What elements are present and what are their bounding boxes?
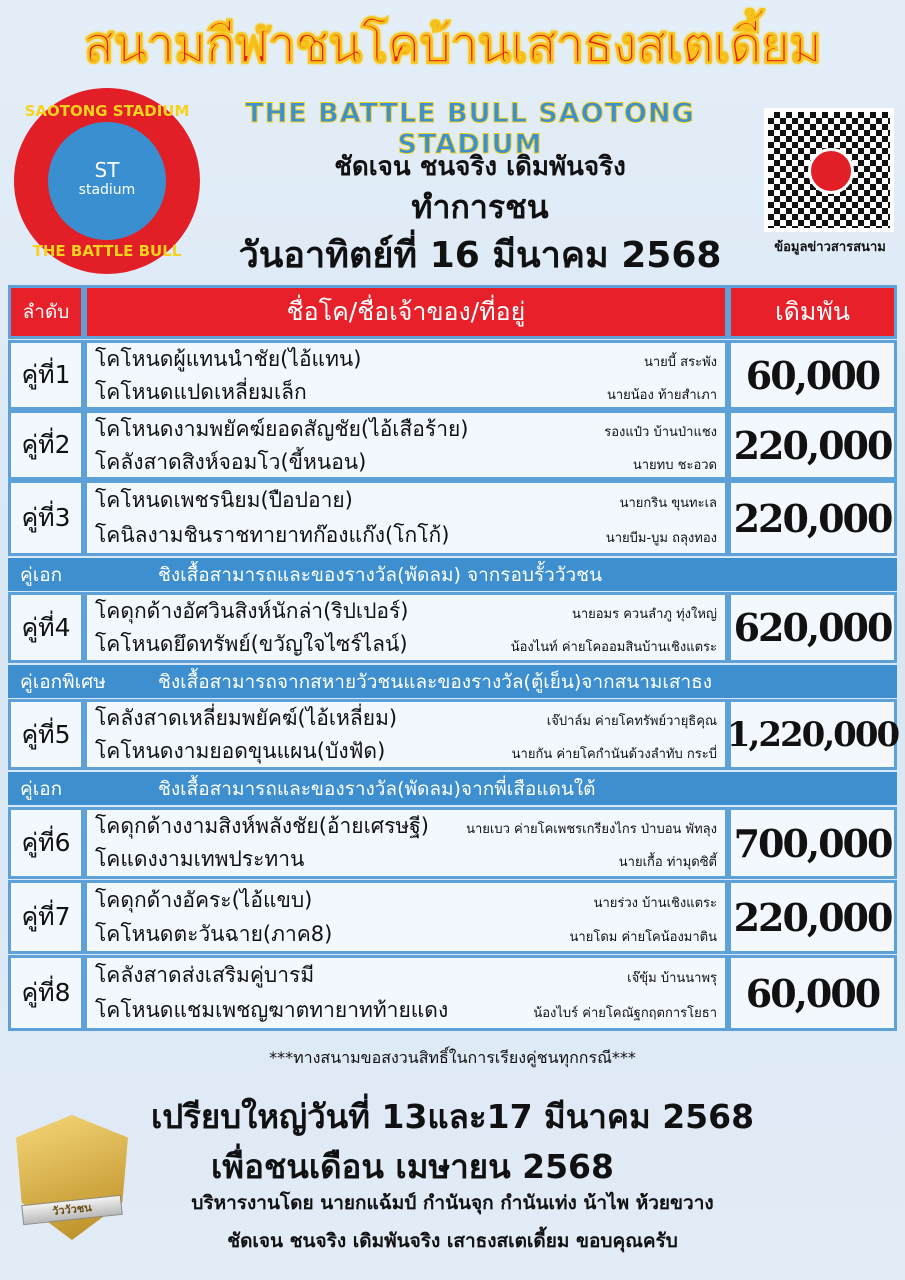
footer-line3: บริหารงานโดย นายกแฉ้มป์ กำนันจุก กำนันเท่ง น้าไพ ห้วยขวาง [191,1192,714,1214]
section-text: ชิงเสื้อสามารถและของรางวัล(พัดลม)จากพี่เสือแดนใต้ [158,777,596,800]
bull-owner: รองแป๋ว บ้านป่าแชง [604,425,717,440]
bull-name: โคโหนดยึดทรัพย์(ขวัญใจไซร์ไลน์) [95,632,408,656]
logo-stadium: stadium [78,182,136,198]
bull-name: โคดุกด้างงามสิงห์พลังชัย(อ้ายเศรษฐี) [95,814,430,838]
bull-owner: เจ๊ปาล์ม ค่ายโคทรัพย์วายุธิคุณ [546,714,717,729]
bet-amount: 1,220,000 [728,699,897,770]
bull-owner: นายน้อง ท้ายสำเภา [606,388,717,403]
bulls-cell [84,592,728,663]
bulls-cell [84,880,728,954]
footer-line4: ชัดเจน ชนจริง เดิมพันจริง เสาธงสเตเดี้ยม ขอบคุณครับ [227,1230,678,1252]
bulls-cell [84,410,728,480]
bet-amount: 60,000 [728,340,897,410]
subtitle-english: THE BATTLE BULL SAOTONG STADIUM [245,98,695,160]
match-row [8,340,897,410]
header-name: ชื่อโค/ชื่อเจ้าของ/ที่อยู่ [84,285,728,339]
bull-owner: นายกัน ค่ายโคกำนันด้วงลำทับ กระบี่ [511,747,717,762]
bull-owner: นายเกื้อ ท่ามุดซิตี้ [618,855,717,870]
qr-logo-icon [808,148,854,194]
bull-name: โคโหนดแชมเพชญฆาตทายาทท้ายแดง [95,998,449,1022]
bull-name: โคโหนดเพชรนิยม(ปือปอาย) [95,488,353,512]
bull-entry [95,959,717,992]
pair-number: คู่ที่5 [8,699,84,770]
match-row [8,880,897,954]
section-label: คู่เอก [20,563,63,586]
match-row [8,592,897,663]
section-text: ชิงเสื้อสามารถและของรางวัล(พัดลม) จากรอบรั้ววัวชน [158,563,603,586]
bull-name: โคลังสาดเหลี่ยมพยัคฆ์(ไอ้เหลี่ยม) [95,706,398,730]
bull-entry [95,843,717,876]
section-label: คู่เอกพิเศษ [20,670,106,693]
event-date: วันอาทิตย์ที่ 16 มีนาคม 2568 [238,235,722,276]
pair-number: คู่ที่2 [8,410,84,480]
logo-bottom-text: THE BATTLE BULL [32,242,182,260]
bull-owner: นายบีม-บูม ถลุงทอง [605,531,717,546]
bull-name: โคโหนดตะวันฉาย(ภาค8) [95,921,333,946]
bull-entry [95,484,717,517]
pair-number: คู่ที่8 [8,955,84,1031]
bull-entry [95,519,717,552]
bet-amount: 220,000 [728,880,897,954]
bull-owner: เจ๊ขุ้ม บ้านนาพรุ [627,971,717,986]
section-bar [8,665,897,698]
section-label: คู่เอก [20,777,63,800]
footer-line2: เพื่อชนเดือน เมษายน 2568 [211,1147,614,1186]
tagline: ชัดเจน ชนจริง เดิมพันจริง [334,152,626,182]
stadium-logo [14,88,200,274]
bull-entry [95,884,717,917]
bull-name: โคแดงงามเทพประทาน [95,847,305,871]
bull-name: โคลังสาดสิงห์จอมโว(ขี้หนอน) [95,450,367,474]
match-row [8,807,897,879]
logo-top-text: SAOTONG STADIUM [24,102,190,120]
pair-number: คู่ที่7 [8,880,84,954]
bull-owner: นายอมร ควนลำภู ทุ่งใหญ่ [571,607,717,622]
bull-owner: นายร่วง บ้านเชิงแตระ [593,895,717,911]
bet-amount: 620,000 [728,592,897,663]
bulls-cell [84,807,728,879]
bull-name: โคโหนดงามยอดขุนแผน(บังฟัด) [95,739,386,763]
bulls-cell [84,480,728,556]
bulls-cell [84,955,728,1031]
bull-owner: นายทบ ชะอวด [632,458,717,473]
bull-entry [95,595,717,628]
bet-amount: 220,000 [728,410,897,480]
bull-entry [95,735,717,768]
bull-entry [95,702,717,735]
bull-entry [95,446,717,479]
match-row [8,699,897,770]
qr-code[interactable] [764,108,894,232]
bet-amount: 60,000 [728,955,897,1031]
bull-name: โคลังสาดส่งเสริมคู่บารมี [95,963,315,987]
bull-entry [95,376,717,409]
bet-amount: 220,000 [728,480,897,556]
header-rank: ลำดับ [8,285,84,339]
bull-owner: นายโดม ค่ายโคน้องมาติน [569,929,717,945]
match-row [8,480,897,556]
bull-owner: นายบี้ สระพัง [643,355,717,370]
bulls-cell [84,699,728,770]
bull-name: โคดุกด้างอัคระ(ไอ้แขบ) [95,887,313,912]
pair-number: คู่ที่3 [8,480,84,556]
badge-ribbon-text: วัววัวชน [21,1195,123,1225]
bull-entry [95,628,717,661]
logo-st: ST [94,158,120,182]
pair-number: คู่ที่4 [8,592,84,663]
match-row [8,955,897,1031]
pair-number: คู่ที่6 [8,807,84,879]
header-bet: เดิมพัน [728,285,897,339]
qr-label: ข้อมูลข่าวสารสนาม [774,240,886,255]
match-row [8,410,897,480]
bull-entry [95,413,717,446]
bet-amount: 700,000 [728,807,897,879]
logo-center [48,122,166,240]
section-text: ชิงเสื้อสามารถจากสหายวัวชนและของรางวัล(ตู้เย็น)จากสนามเสาธง [158,670,713,693]
poster-title: สนามกีฬาชนโคบ้านเสาธงสเตเดี้ยม [83,16,822,74]
bull-owner: นายกริน ขุนทะเล [619,496,717,511]
event-label: ทำการชน [411,188,549,226]
bull-name: โคโหนดงามพยัคฆ์ยอดสัญชัย(ไอ้เสือร้าย) [95,417,469,441]
bull-entry [95,918,717,951]
bull-name: โคโหนดแปดเหลี่ยมเล็ก [95,380,307,404]
notice: ***ทางสนามขอสงวนสิทธิ์ในการเรียงคู่ชนทุกกรณี*** [269,1048,636,1067]
bull-name: โคดุกด้างอัศวินสิงห์นักล่า(ริปเปอร์) [95,599,409,623]
pair-number: คู่ที่1 [8,340,84,410]
section-bar [8,772,897,805]
bull-entry [95,810,717,843]
bull-owner: น้องไบร์ ค่ายโคณัฐกฤตการโยธา [533,1006,717,1021]
table-header [8,285,897,339]
bull-entry [95,343,717,376]
bull-owner: น้องไนท์ ค่ายโคออมสินบ้านเชิงแตระ [510,640,717,655]
bull-owner: นายเบว ค่ายโคเพชรเกรียงไกร ป่าบอน พัทลุง [466,822,717,837]
section-bar [8,558,897,591]
bulls-cell [84,340,728,410]
bull-entry [95,994,717,1027]
bull-name: โคโหนดผู้แทนนำชัย(ไอ้แทน) [95,347,362,371]
bull-name: โคนิลงามชินราชทายาทก๊องแก๊ง(โกโก้) [95,523,450,547]
footer-line1: เปรียบใหญ่วันที่ 13และ17 มีนาคม 2568 [150,1097,755,1136]
